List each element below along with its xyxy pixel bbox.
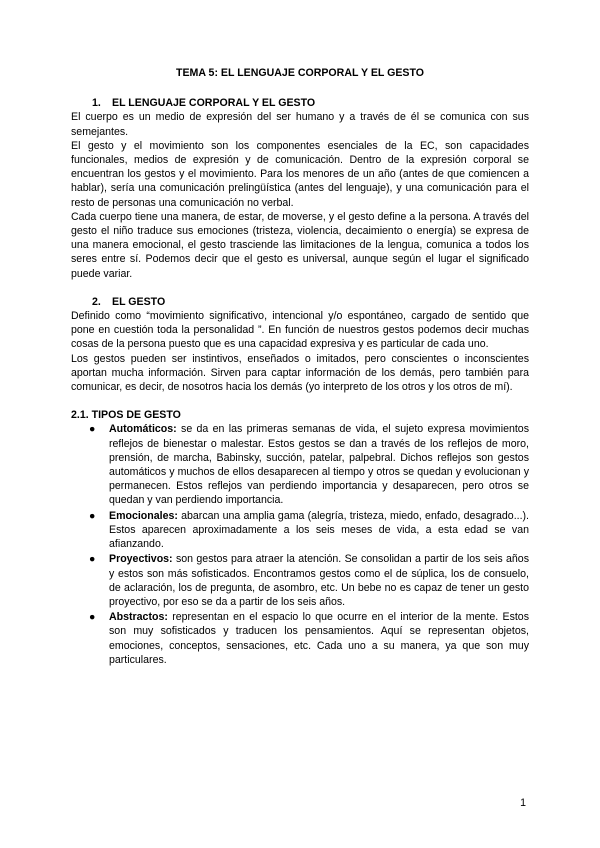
document-page — [71, 66, 529, 668]
page-number: 1 — [520, 797, 526, 809]
bullet-icon: ● — [89, 423, 96, 436]
list-item-text: abarcan una amplia gama (alegría, tristeza, miedo, enfado, desagrado...). Estos aparecen aproximadamente a los seis meses de vida, a esta edad se van afianzando. — [109, 509, 529, 551]
section-1-number: 1. — [92, 97, 101, 110]
list-item-text: representan en el espacio lo que ocurre en el interior de la mente. Estos son muy sofisticados y traducen los pensamientos. Aquí se representan objetos, emociones, conceptos, sensaciones, etc. Cada uno a su manera, ya que son muy particulares. — [109, 611, 529, 666]
gesture-types-list — [71, 422, 529, 666]
section-1-paragraph-1: El cuerpo es un medio de expresión del ser humano y a través de él se comunica con sus semejantes. — [71, 111, 529, 138]
document-title: TEMA 5: EL LENGUAJE CORPORAL Y EL GESTO — [175, 67, 425, 79]
bullet-icon: ● — [89, 509, 96, 522]
list-item-term: Abstractos: — [109, 611, 168, 624]
list-item — [89, 422, 529, 507]
bullet-icon: ● — [89, 553, 96, 566]
list-item — [89, 610, 529, 667]
section-2-title: EL GESTO — [112, 295, 166, 308]
section-2-heading — [71, 295, 529, 309]
section-1-heading — [71, 96, 529, 110]
section-1-title: EL LENGUAJE CORPORAL Y EL GESTO — [112, 97, 316, 110]
section-1-paragraph-3: Cada cuerpo tiene una manera, de estar, de moverse, y el gesto define a la persona. A través del gesto el niño traduce sus emociones (tristeza, violencia, decaimiento o energía) se expresa de una manera emocional, el gesto trasciende las limitaciones de la lengua, comunica a todos los seres entre sí. Podemos decir que el gesto es universal, aunque según el lugar el significado puede variar. — [71, 210, 529, 280]
section-2-1-heading: 2.1. TIPOS DE GESTO — [71, 409, 181, 422]
section-2-paragraph-2: Los gestos pueden ser instintivos, enseñados o imitados, pero conscientes o inconscientes aportan mucha información. Sirven para captar información de los demás, pero también para comunicar, es decir, de nosotros hacia los demás (yo interpreto de los otros y los otros de mí). — [71, 352, 529, 394]
section-2-number: 2. — [92, 295, 101, 308]
list-item-term: Proyectivos: — [109, 553, 173, 566]
list-item-term: Automáticos: — [109, 423, 177, 436]
section-2-paragraph-1: Definido como “movimiento significativo, intencional y/o espontáneo, cargado de sentido que pone en cuestión toda la personalidad ”. En función de nuestros gestos podemos decir muchas cosas de la persona puesto que es una capacidad expresiva y es particular de cada uno. — [71, 310, 529, 351]
section-1-paragraph-2: El gesto y el movimiento son los componentes esenciales de la EC, son capacidades funcionales, medios de expresión y de comunicación. Dentro de la expresión corporal se encuentran los gestos y el movimiento. Para los menores de un año (antes de que comiencen a hablar), sería una comunicación prelingüística (antes del lenguaje), y una comunicación para el resto de personas una comunicación no verbal. — [71, 139, 529, 209]
list-item-text: se da en las primeras semanas de vida, el sujeto expresa movimientos reflejos de bienestar o malestar. Estos gestos se dan a través de los reflejos de moro, prensión, de marcha, Babinsky, succión, patelar, palpebral. Dichos reflejos son gestos automáticos y muchos de ellos desaparecen al tiempo y otros se quedan y evolucionan y permanecen. Estos reflejos van perdiendo importancia y desaparecen, pero otros se quedan y van perdiendo importancia. — [109, 423, 529, 507]
bullet-icon: ● — [89, 611, 96, 624]
list-item — [89, 509, 529, 552]
list-item — [89, 552, 529, 609]
list-item-text: son gestos para atraer la atención. Se consolidan a partir de los seis años y estos son más sofisticados. Encontramos gestos como el de súplica, los de consuelo, de aclaración, los de pregunta, de asombro, etc. Un bebe no es capaz de tener un gesto proyectivo, por eso se da a partir de los seis años. — [109, 553, 529, 608]
list-item-term: Emocionales: — [109, 509, 178, 522]
